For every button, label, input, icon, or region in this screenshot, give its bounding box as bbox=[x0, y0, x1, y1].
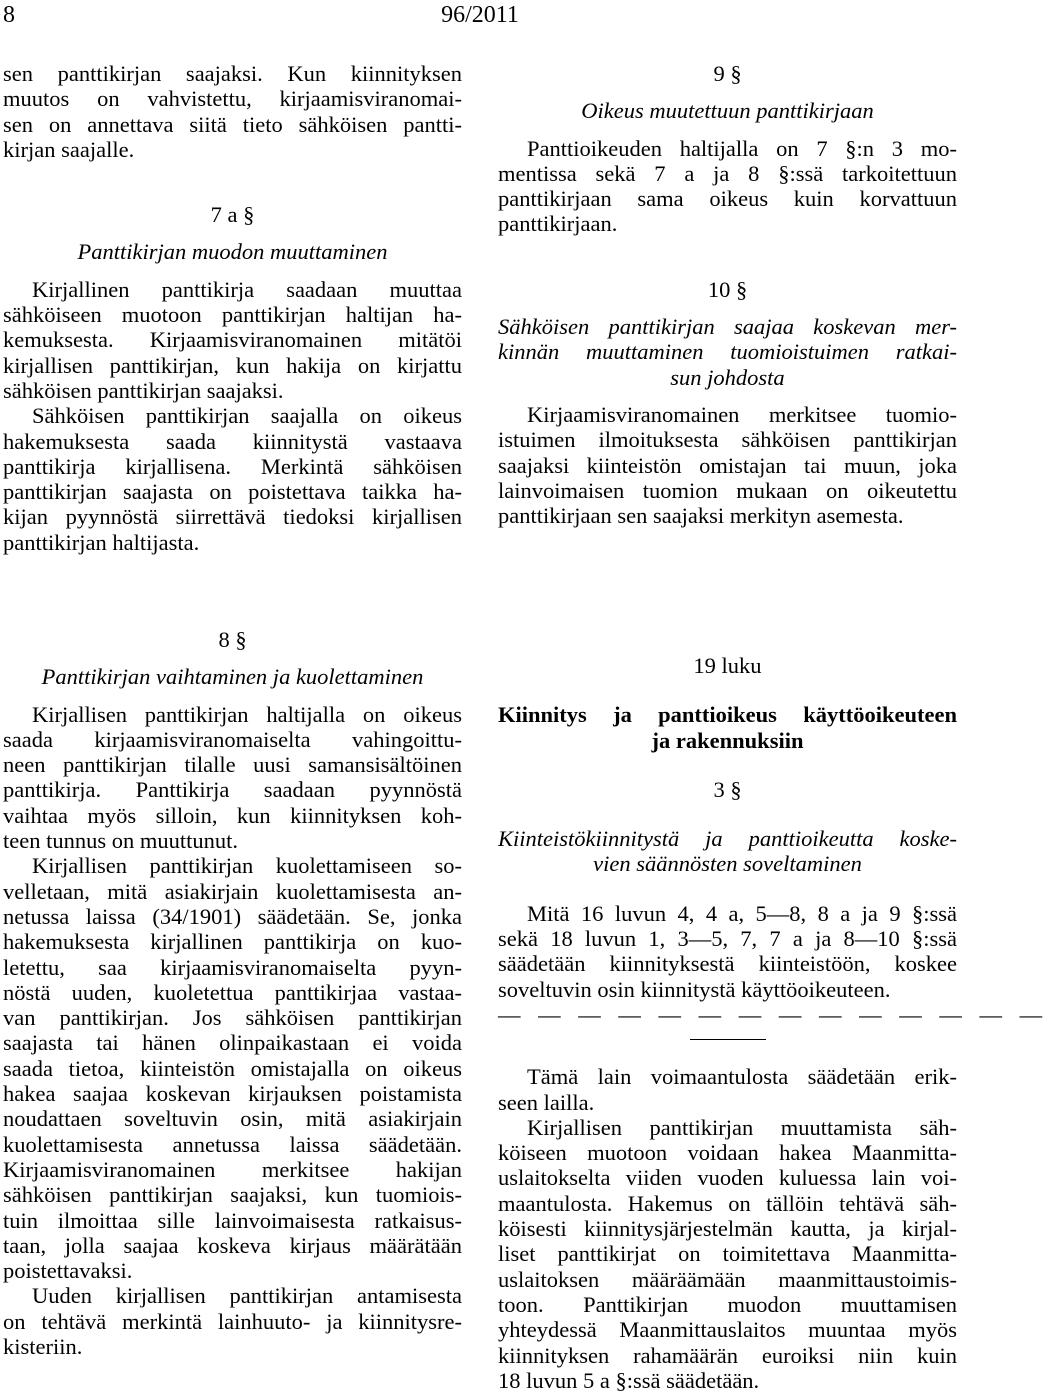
text-line: saajaksi kiinteistön omistajan tai muun, joka bbox=[498, 452, 957, 478]
section-10-paragraph bbox=[498, 402, 957, 528]
text-line: panttikirjaan sama oikeus kuin korvattuun bbox=[498, 186, 957, 212]
text-line: kirjan saajalle. bbox=[3, 136, 135, 162]
heading-line: Sähköisen panttikirjan saajaa koskevan mer- bbox=[498, 314, 957, 340]
text-line: sen panttikirjan saajaksi. Kun kiinnityksen bbox=[3, 61, 462, 86]
text-line: hakemuksesta saada kiinnitystä vastaava bbox=[3, 428, 462, 454]
section-8-number: 8 § bbox=[218, 627, 247, 652]
heading-line: kinnän muuttaminen tuomioistuimen ratkai- bbox=[498, 339, 957, 365]
heading-line: vien säännösten soveltaminen bbox=[593, 851, 862, 877]
text-line: panttikirja. Panttikirja saadaan pyynnöstä bbox=[3, 777, 462, 803]
section-9-heading: Oikeus muutettuun panttikirjaan bbox=[581, 98, 874, 124]
section-10-heading bbox=[498, 314, 957, 390]
text-line: sähköisen panttikirjan saajaksi. bbox=[3, 377, 284, 403]
heading-line: Kiinteistökiinnitystä ja panttioikeutta koske- bbox=[498, 826, 957, 852]
text-line: liset panttikirjat on toimitettava Maanmitta- bbox=[498, 1241, 957, 1267]
text-line: panttikirjaan. bbox=[498, 211, 618, 237]
section-3-paragraph bbox=[498, 901, 957, 1002]
text-line: Kirjallinen panttikirja saadaan muuttaa bbox=[32, 276, 462, 302]
text-line: Tämä lain voimaantulosta säädetään erik- bbox=[527, 1064, 957, 1090]
text-line: Panttioikeuden haltijalla on 7 §:n 3 mo- bbox=[527, 135, 957, 161]
text-line: mentissa sekä 7 a ja 8 §:ssä tarkoitettuun bbox=[498, 160, 957, 186]
section-9-number: 9 § bbox=[713, 61, 742, 86]
top-right-column bbox=[498, 61, 957, 528]
chapter-title bbox=[498, 702, 957, 753]
section-7a-number: 7 a § bbox=[210, 202, 255, 228]
section-7a-paragraph-1 bbox=[3, 277, 462, 403]
section-8-paragraph-1 bbox=[3, 702, 462, 854]
text-line: 18 luvun 5 a §:ssä säädetään. bbox=[498, 1367, 760, 1393]
text-line: kirjallisen panttikirjan, kun hakija on kirjattu bbox=[3, 352, 462, 378]
entry-into-force-paragraph-2 bbox=[498, 1115, 957, 1393]
text-line: saada kirjaamisviranomaiselta vahingoittu- bbox=[3, 726, 462, 752]
text-line: poistettavaksi. bbox=[3, 1258, 133, 1284]
text-line: panttikirjan saajasta on poistettava taikka ha- bbox=[3, 479, 462, 505]
text-line: taan, jolla saajaa koskeva kirjaus määrätään bbox=[3, 1232, 462, 1258]
text-line: sähköiseen muotoon panttikirjan haltijan ha- bbox=[3, 302, 462, 328]
text-line: panttikirjan haltijasta. bbox=[3, 529, 200, 555]
text-line: on tehtävä merkintä lainhuuto- ja kiinnitysre- bbox=[3, 1308, 462, 1334]
text-line: Kirjaamisviranomainen merkitsee tuomio- bbox=[527, 401, 957, 427]
text-line: sen on annettava siitä tieto sähköisen pantti- bbox=[3, 111, 462, 137]
page-number: 8 bbox=[3, 2, 15, 28]
issue-number: 96/2011 bbox=[441, 2, 519, 28]
text-line: Kirjaamisviranomainen merkitsee hakijan bbox=[3, 1156, 462, 1182]
text-line: vaihtaa myös silloin, kun kiinnityksen koh- bbox=[3, 802, 462, 828]
text-line: kijan pyynnöstä siirrettävä tiedoksi kirjallisen bbox=[3, 504, 462, 530]
text-line: saajasta tai hänen olinpaikastaan ei voida bbox=[3, 1030, 462, 1056]
section-7a-paragraph-2 bbox=[3, 403, 462, 555]
bottom-left-column bbox=[3, 627, 462, 1359]
text-line: noudattaen soveltuvin osin, mitä asiakirjain bbox=[3, 1106, 462, 1132]
text-line: letettu, saa kirjaamisviranomaiselta pyyn- bbox=[3, 954, 462, 980]
text-line: maantulosta. Hakemus on tällöin tehtävä säh- bbox=[498, 1190, 957, 1216]
text-line: istuimen ilmoituksesta sähköisen panttikirjan bbox=[498, 427, 957, 453]
text-line: soveltuvin osin kiinnitystä käyttöoikeuteen. bbox=[498, 976, 891, 1002]
text-line: sähköisen panttikirjan saajaksi, kun tuomiois- bbox=[3, 1182, 462, 1208]
chapter-number: 19 luku bbox=[693, 653, 762, 678]
section-3-heading bbox=[498, 826, 957, 877]
text-line: hakea saajaa koskevan kirjauksen poistamista bbox=[3, 1081, 462, 1107]
section-7a-heading: Panttikirjan muodon muuttaminen bbox=[77, 239, 388, 265]
text-line: Uuden kirjallisen panttikirjan antamisesta bbox=[32, 1283, 462, 1309]
text-line: Kirjallisen panttikirjan haltijalla on oikeus bbox=[32, 701, 462, 727]
text-line: köisesti kiinnitysjärjestelmän kautta, ja kirjal- bbox=[498, 1216, 957, 1242]
text-line: sekä 18 luvun 1, 3—5, 7, 7 a ja 8—10 §:ssä bbox=[498, 926, 957, 952]
section-8-paragraph-2 bbox=[3, 853, 462, 1283]
text-line: Sähköisen panttikirjan saajalla on oikeus bbox=[32, 403, 462, 429]
bottom-right-column bbox=[498, 653, 1048, 1393]
text-line: köiseen muotoon voidaan hakea Maanmitta- bbox=[498, 1140, 957, 1166]
text-line: Kirjallisen panttikirjan muuttamista säh- bbox=[527, 1114, 957, 1140]
chapter-title-line: Kiinnitys ja panttioikeus käyttöoikeuteen bbox=[498, 702, 957, 728]
text-line: velletaan, mitä asiakirjain kuolettamisesta an- bbox=[3, 878, 462, 904]
section-9-paragraph bbox=[498, 136, 957, 237]
text-line: neen panttikirjan tilalle uusi samansisältöinen bbox=[3, 752, 462, 778]
text-line: Mitä 16 luvun 4, 4 a, 5—8, 8 a ja 9 §:ssä bbox=[527, 900, 957, 926]
omission-dashes: — — — — — — — — — — — — — — bbox=[498, 1001, 1048, 1027]
text-line: uslaitokselta viiden vuoden kuluessa lain voi- bbox=[498, 1165, 957, 1191]
text-line: lainvoimaisen tuomion mukaan on oikeutettu bbox=[498, 477, 957, 503]
text-line: yhteydessä Maanmittauslaitos muuntaa myös bbox=[498, 1317, 957, 1343]
text-line: kisteriin. bbox=[3, 1334, 83, 1360]
text-line: säädetään kiinnityksestä kiinteistöön, koskee bbox=[498, 951, 957, 977]
section-10-number: 10 § bbox=[707, 276, 748, 302]
entry-into-force-paragraph-1 bbox=[498, 1064, 957, 1115]
text-line: seen lailla. bbox=[498, 1089, 595, 1115]
text-line: Kirjallisen panttikirjan kuolettamiseen so- bbox=[32, 853, 462, 879]
text-line: toon. Panttikirjan muodon muuttamisen bbox=[498, 1291, 957, 1317]
text-line: netussa laissa (34/1901) säädetään. Se, jonka bbox=[3, 903, 462, 929]
top-left-column bbox=[3, 61, 462, 555]
text-line: kuolettamisesta annetussa laissa säädetään. bbox=[3, 1131, 462, 1157]
text-line: van panttikirjan. Jos sähköisen panttikirjan bbox=[3, 1005, 462, 1031]
text-line: panttikirja kirjallisena. Merkintä sähköisen bbox=[3, 453, 462, 479]
section-3-number: 3 § bbox=[713, 776, 742, 802]
text-line: kiinnityksen rahamäärän euroiksi niin kuin bbox=[498, 1342, 957, 1368]
text-line: tuin ilmoittaa sille lainvoimaisesta ratkaisus- bbox=[3, 1207, 462, 1233]
text-line: saada tietoa, kiinteistön omistajalla on oikeus bbox=[3, 1055, 462, 1081]
text-line: kemuksesta. Kirjaamisviranomainen mitätöi bbox=[3, 327, 462, 353]
text-line: panttikirjaan sen saajaksi merkityn asemesta. bbox=[498, 503, 904, 529]
section-8-paragraph-3 bbox=[3, 1283, 462, 1359]
text-line: muutos on vahvistettu, kirjaamisviranomai- bbox=[3, 86, 462, 112]
text-line: nöstä uuden, kuoletettua panttikirjaa vastaa- bbox=[3, 979, 462, 1005]
chapter-title-line: ja rakennuksiin bbox=[651, 727, 804, 753]
intro-paragraph bbox=[3, 61, 462, 162]
heading-line: sun johdosta bbox=[670, 364, 785, 390]
text-line: teen tunnus on muuttunut. bbox=[3, 828, 238, 854]
section-8-heading: Panttikirjan vaihtaminen ja kuolettaminen bbox=[41, 664, 424, 690]
text-line: uslaitoksen määräämään maanmittaustoimis- bbox=[498, 1266, 957, 1292]
text-line: hakemuksesta kirjallinen panttikirja on kuo- bbox=[3, 929, 462, 955]
